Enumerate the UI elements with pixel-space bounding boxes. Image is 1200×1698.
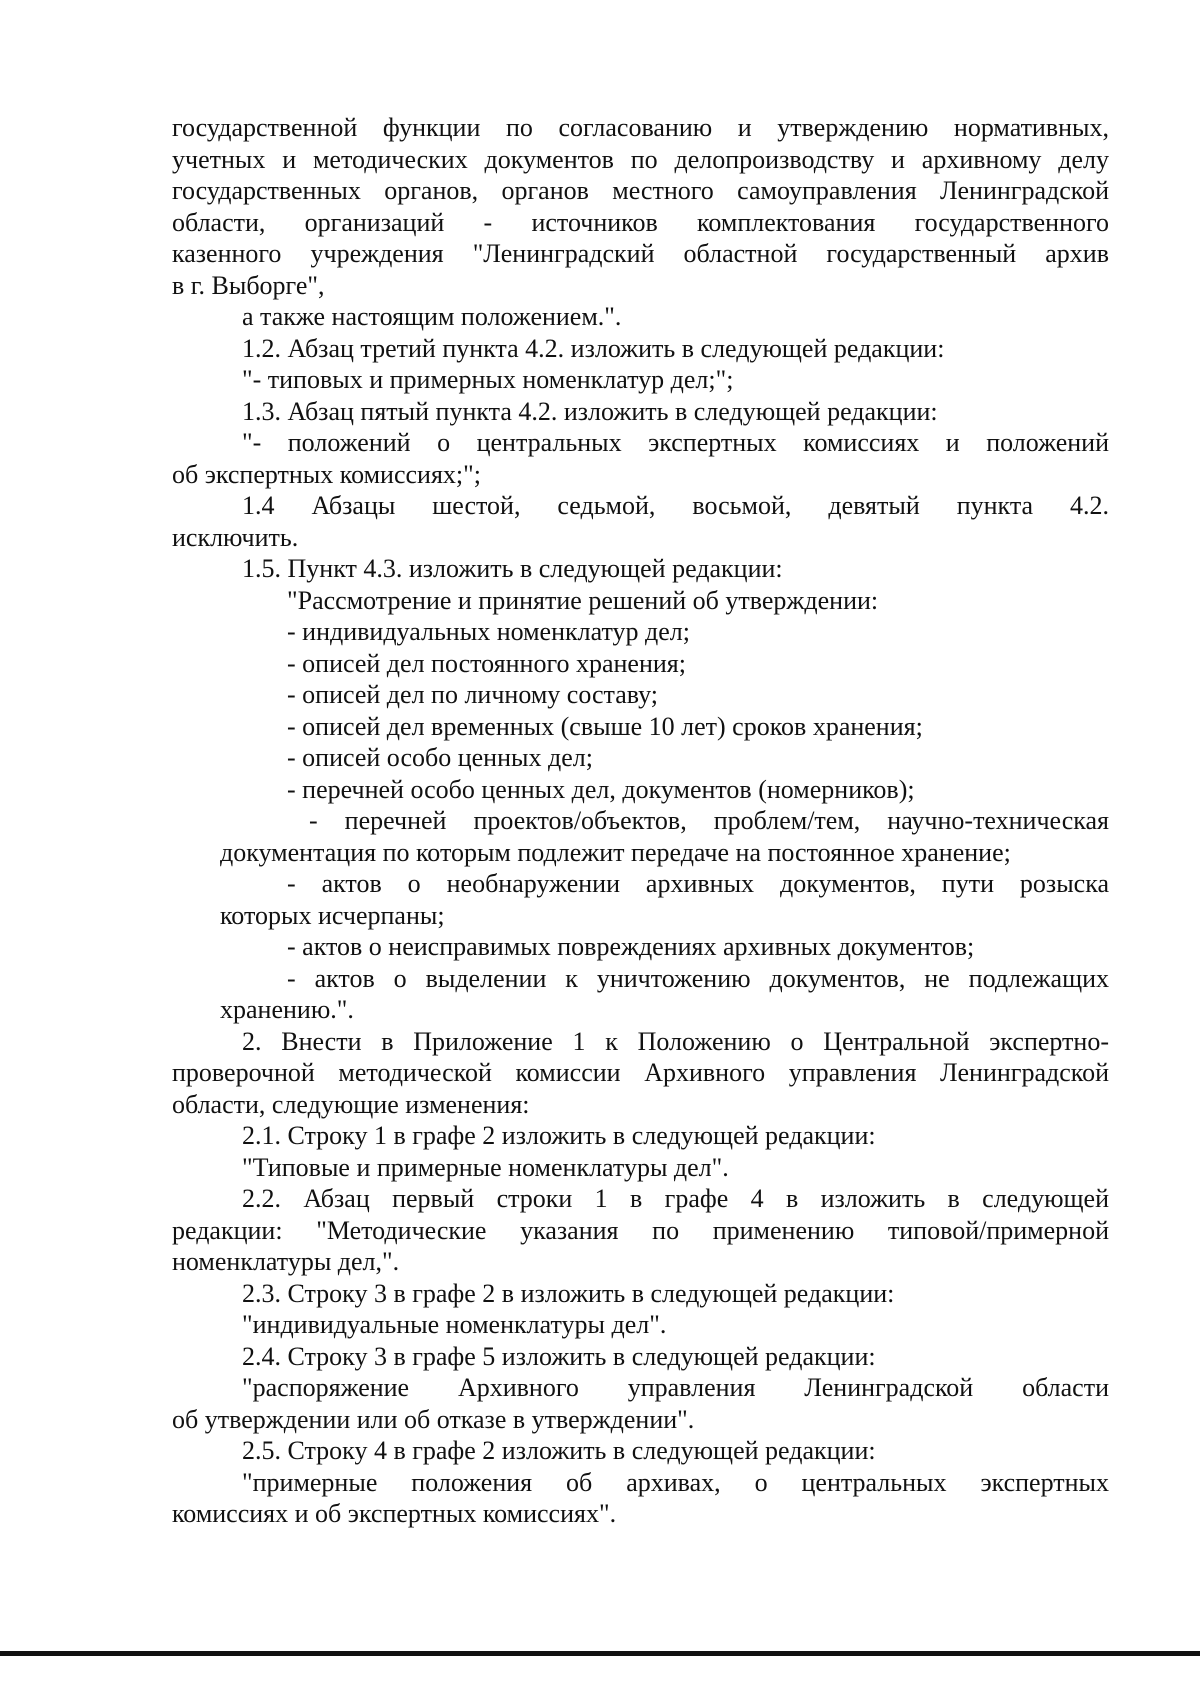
text-line: - перечней особо ценных дел, документов (номерников); <box>287 774 915 804</box>
text-line: - актов о выделении к уничтожению документов, не подлежащих <box>287 963 1109 993</box>
text-line: редакции: "Методические указания по применению типовой/примерной <box>172 1215 1109 1245</box>
text-line: 2. Внести в Приложение 1 к Положению о Центральной экспертно- <box>242 1026 1109 1056</box>
text-line: - актов о необнаружении архивных документов, пути розыска <box>287 869 1109 898</box>
text-line: 1.4 Абзацы шестой, седьмой, восьмой, девятый пункта 4.2. <box>242 491 1109 520</box>
text-line: "- положений о центральных экспертных комиссиях и положений <box>242 428 1109 457</box>
text-line: хранению.". <box>220 995 354 1024</box>
text-line: комиссиях и об экспертных комиссиях". <box>172 1499 617 1528</box>
text-line: 1.3. Абзац пятый пункта 4.2. изложить в следующей редакции: <box>242 396 938 426</box>
text-line: об экспертных комиссиях;"; <box>172 459 481 489</box>
text-line: 1.5. Пункт 4.3. изложить в следующей редакции: <box>242 554 783 583</box>
text-line: - актов о неисправимых повреждениях архивных документов; <box>287 932 975 961</box>
text-line: - индивидуальных номенклатур дел; <box>287 617 690 646</box>
text-line: - описей дел временных (свыше 10 лет) сроков хранения; <box>287 711 923 741</box>
text-line: "индивидуальные номенклатуры дел". <box>242 1310 667 1339</box>
text-line: "примерные положения об архивах, о центральных экспертных <box>242 1467 1109 1497</box>
text-line: 2.5. Строку 4 в графе 2 изложить в следующей редакции: <box>242 1436 876 1465</box>
text-line: 2.2. Абзац первый строки 1 в графе 4 в изложить в следующей <box>242 1184 1109 1213</box>
text-line: 1.2. Абзац третий пункта 4.2. изложить в следующей редакции: <box>242 333 945 363</box>
text-line: 2.3. Строку 3 в графе 2 в изложить в следующей редакции: <box>242 1278 895 1308</box>
text-line: государственных органов, органов местного самоуправления Ленинградской <box>172 176 1109 205</box>
text-line: исключить. <box>172 522 299 552</box>
page-bottom-border <box>0 1651 1200 1656</box>
text-line: 2.1. Строку 1 в графе 2 изложить в следующей редакции: <box>242 1121 876 1150</box>
text-line: "- типовых и примерных номенклатур дел;"; <box>242 365 734 394</box>
text-line: "Рассмотрение и принятие решений об утверждении: <box>287 585 879 615</box>
text-line: - описей особо ценных дел; <box>287 743 593 772</box>
text-line: - описей дел постоянного хранения; <box>287 648 686 678</box>
text-line: об утверждении или об отказе в утверждении". <box>172 1404 695 1434</box>
text-line: учетных и методических документов по делопроизводству и архивному делу <box>172 144 1109 174</box>
text-line: "распоряжение Архивного управления Ленинградской области <box>242 1373 1109 1402</box>
document-page <box>172 112 1109 1530</box>
text-line: - перечней проектов/объектов, проблем/тем, научно-техническая <box>309 806 1109 835</box>
text-line: номенклатуры дел,". <box>172 1247 400 1276</box>
text-line: проверочной методической комиссии Архивного управления Ленинградской <box>172 1058 1109 1087</box>
text-line: области, организаций - источников комплектования государственного <box>172 207 1109 237</box>
text-line: области, следующие изменения: <box>172 1089 530 1119</box>
text-line: в г. Выборге", <box>172 270 325 300</box>
text-line: которых исчерпаны; <box>220 900 445 930</box>
text-line: казенного учреждения "Ленинградский областной государственный архив <box>172 239 1109 268</box>
text-line: 2.4. Строку 3 в графе 5 изложить в следующей редакции: <box>242 1341 876 1371</box>
text-line: а также настоящим положением.". <box>242 302 622 331</box>
text-line: документация по которым подлежит передаче на постоянное хранение; <box>220 837 1011 867</box>
text-line: государственной функции по согласованию и утверждению нормативных, <box>172 113 1109 142</box>
text-line: "Типовые и примерные номенклатуры дел". <box>242 1152 729 1182</box>
text-line: - описей дел по личному составу; <box>287 680 659 709</box>
